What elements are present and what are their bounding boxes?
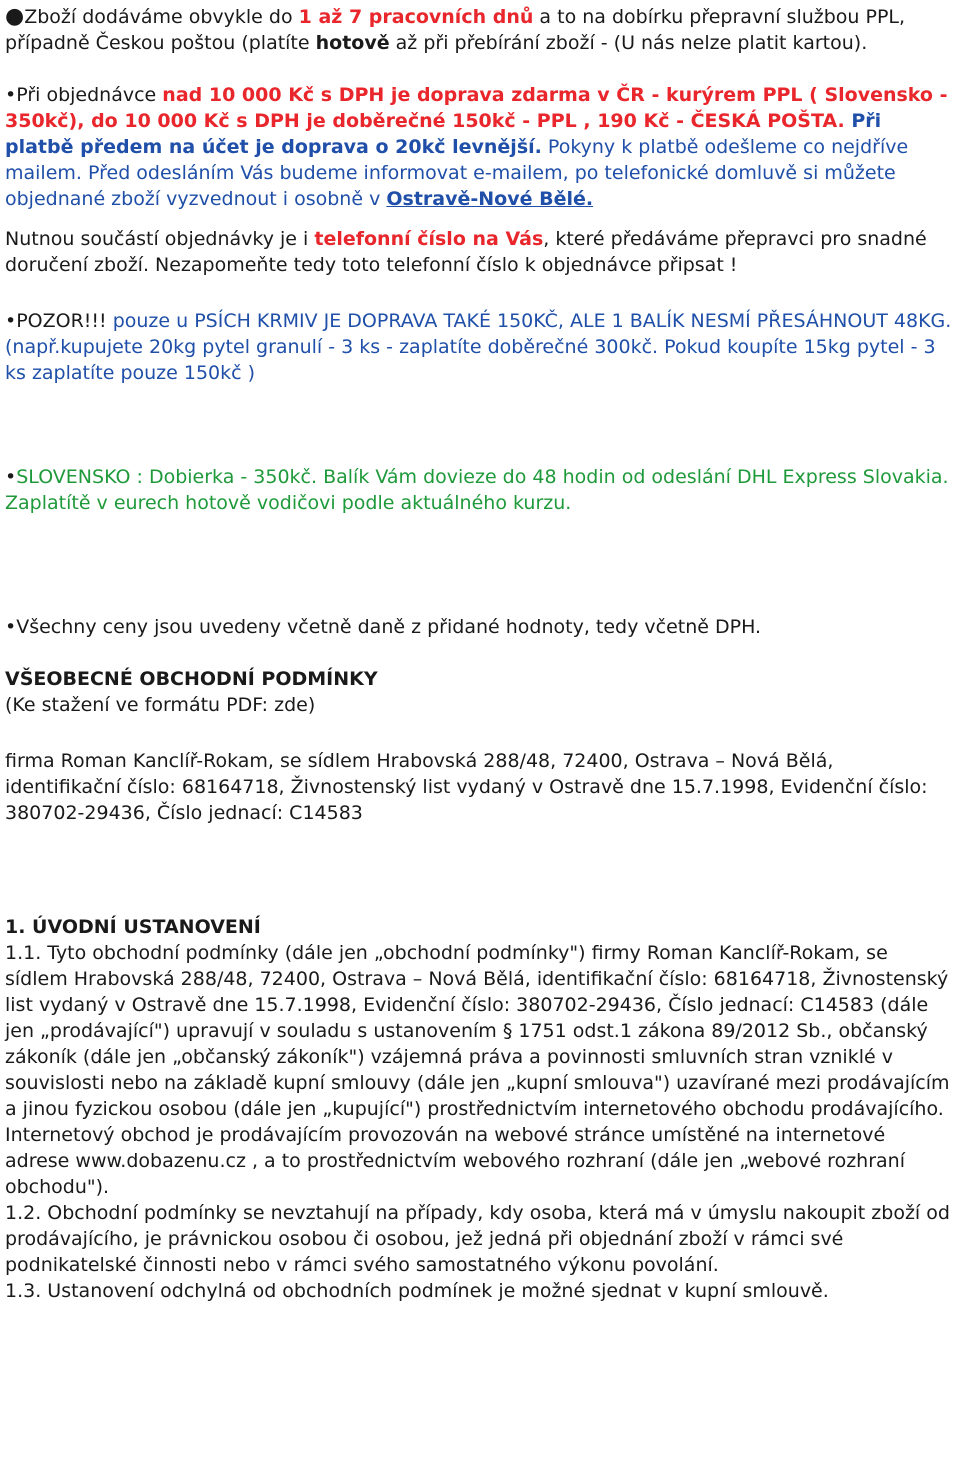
- delivery-text-3: až při přebírání zboží - (U nás nelze platit kartou).: [389, 32, 868, 54]
- pickup-location-link[interactable]: Ostravě-Nové Bělé.: [386, 188, 594, 210]
- cash-emphasis: hotově: [315, 32, 390, 54]
- slovakia-cod: SLOVENSKO : Dobierka - 350kč.: [16, 466, 318, 488]
- vat-paragraph: [5, 614, 954, 640]
- pickup-info: Před odesláním Vás budeme informovat e-mailem, po telefonické domluvě si můžete objednané zboží vyzvednout i osobně v: [5, 162, 896, 210]
- slovakia-payment: Zaplatítě v eurech hotově vodičovi podle aktuálného kurzu.: [5, 492, 572, 514]
- phone-paragraph: [5, 226, 954, 278]
- shipping-free-info: nad 10 000 Kč s DPH je doprava zdarma v ČR - kurýrem PPL ( Slovensko - 350kč), do 10 000 Kč s DPH je doběrečné 150kč - PPL , 190 Kč - ČESKÁ POŠTA.: [5, 84, 948, 132]
- section-1-2: 1.2. Obchodní podmínky se nevztahují na případy, kdy osoba, která má v úmyslu nakoupit zboží od prodávajícího, je právnickou osobou či osobou, jež jedná při objednání zboží v rámci své podnikatelské činnosti nebo v rámci svého samostatného výkonu povolání.: [5, 1202, 950, 1276]
- dog-food-text-1: pouze u: [106, 310, 195, 332]
- dog-food-text-2: PSÍCH KRMIV JE DOPRAVA TAKÉ 150KČ, ALE 1 BALÍK NESMÍ PŘESÁHNOUT 48KG.(např.kupujete 20kg pytel granulí - 3 ks - zaplatíte doběrečné 300kč. Pokud koupíte 15kg pytel - 3 ks zaplatíte pouze 150kč ): [5, 310, 952, 384]
- shipping-text-1: Při objednávce: [16, 84, 163, 106]
- delivery-text-1: Zboží dodáváme obvykle do: [24, 6, 299, 28]
- prepayment-discount: Při platbě předem na účet je doprava o 20kč levnější.: [5, 110, 882, 158]
- delivery-paragraph: [5, 4, 954, 56]
- company-info: firma Roman Kanclíř-Rokam, se sídlem Hrabovská 288/48, 72400, Ostrava – Nová Bělá, identifikační číslo: 68164718, Živnostenský list vydaný v Ostravě dne 15.7.1998, Evidenční číslo: 380702-29436, Číslo jednací: C14583: [5, 750, 928, 824]
- delivery-days: 1 až 7 pracovních dnů: [298, 6, 534, 28]
- phone-text-1: Nutnou součástí objednávky je i: [5, 228, 315, 250]
- section-1-heading: 1. ÚVODNÍ USTANOVENÍ: [5, 916, 261, 938]
- shipping-paragraph: [5, 82, 954, 212]
- bullet-icon: •: [5, 466, 17, 488]
- section-1-1: 1.1. Tyto obchodní podmínky (dále jen „obchodní podmínky") firmy Roman Kanclíř-Rokam, se sídlem Hrabovská 288/48, 72400, Ostrava – Nová Bělá, identifikační číslo: 68164718, Živnostenský list vydaný v Ostravě dne 15.7.1998, Evidenční číslo: 380702-29436, Číslo jednací: C14583 (dále jen „prodávající") upravují v souladu s ustanovením § 1751 odst.1 zákona 89/2012 Sb., občanský zákoník (dále jen „občanský zákoník") vzájemná práva a povinnosti smluvních stran vzniklé v souvislosti nebo na základě kupní smlouvy (dále jen „kupní smlouva") uzavírané mezi prodávajícím a jinou fyzickou osobou (dále jen „kupující") prostřednictvím internetového obchodu prodávajícího. Internetový obchod je prodávajícím provozován na webové stránce umístěné na internetové adrese www.dobazenu.cz , a to prostřednictvím webového rozhraní (dále jen „webové rozhraní obchodu").: [5, 942, 950, 1198]
- bullet-icon: •: [5, 616, 17, 638]
- phone-emphasis: telefonní číslo na Vás: [314, 228, 544, 250]
- phone-text-2: , které předáváme přepravci pro snadné doručení zboží. Nezapomeňte tedy toto telefonní číslo k objednávce připsat !: [5, 228, 927, 276]
- slovakia-paragraph: [5, 464, 954, 516]
- payment-instructions: Pokyny k platbě odešleme co nejdříve mailem.: [5, 136, 909, 184]
- bullet-icon: •: [5, 84, 17, 106]
- terms-title: VŠEOBECNÉ OBCHODNÍ PODMÍNKY: [5, 668, 378, 690]
- terms-download-note: (Ke stažení ve formátu PDF: zde): [5, 694, 316, 716]
- bullet-icon: •: [5, 310, 17, 332]
- slovakia-delivery: Balík Vám dovieze do 48 hodin od odeslání DHL Express Slovakia.: [317, 466, 949, 488]
- delivery-text-2: a to na dobírku přepravní službou PPL, případně Českou poštou (platíte: [5, 6, 906, 54]
- vat-text: Všechny ceny jsou uvedeny včetně daně z přidané hodnoty, tedy včetně DPH.: [16, 616, 762, 638]
- dog-food-paragraph: [5, 308, 954, 386]
- section-1-3: 1.3. Ustanovení odchylná od obchodních podmínek je možné sjednat v kupní smlouvě.: [5, 1280, 829, 1302]
- warning-label: POZOR!!!: [16, 310, 107, 332]
- bullet-icon: ●: [5, 4, 25, 29]
